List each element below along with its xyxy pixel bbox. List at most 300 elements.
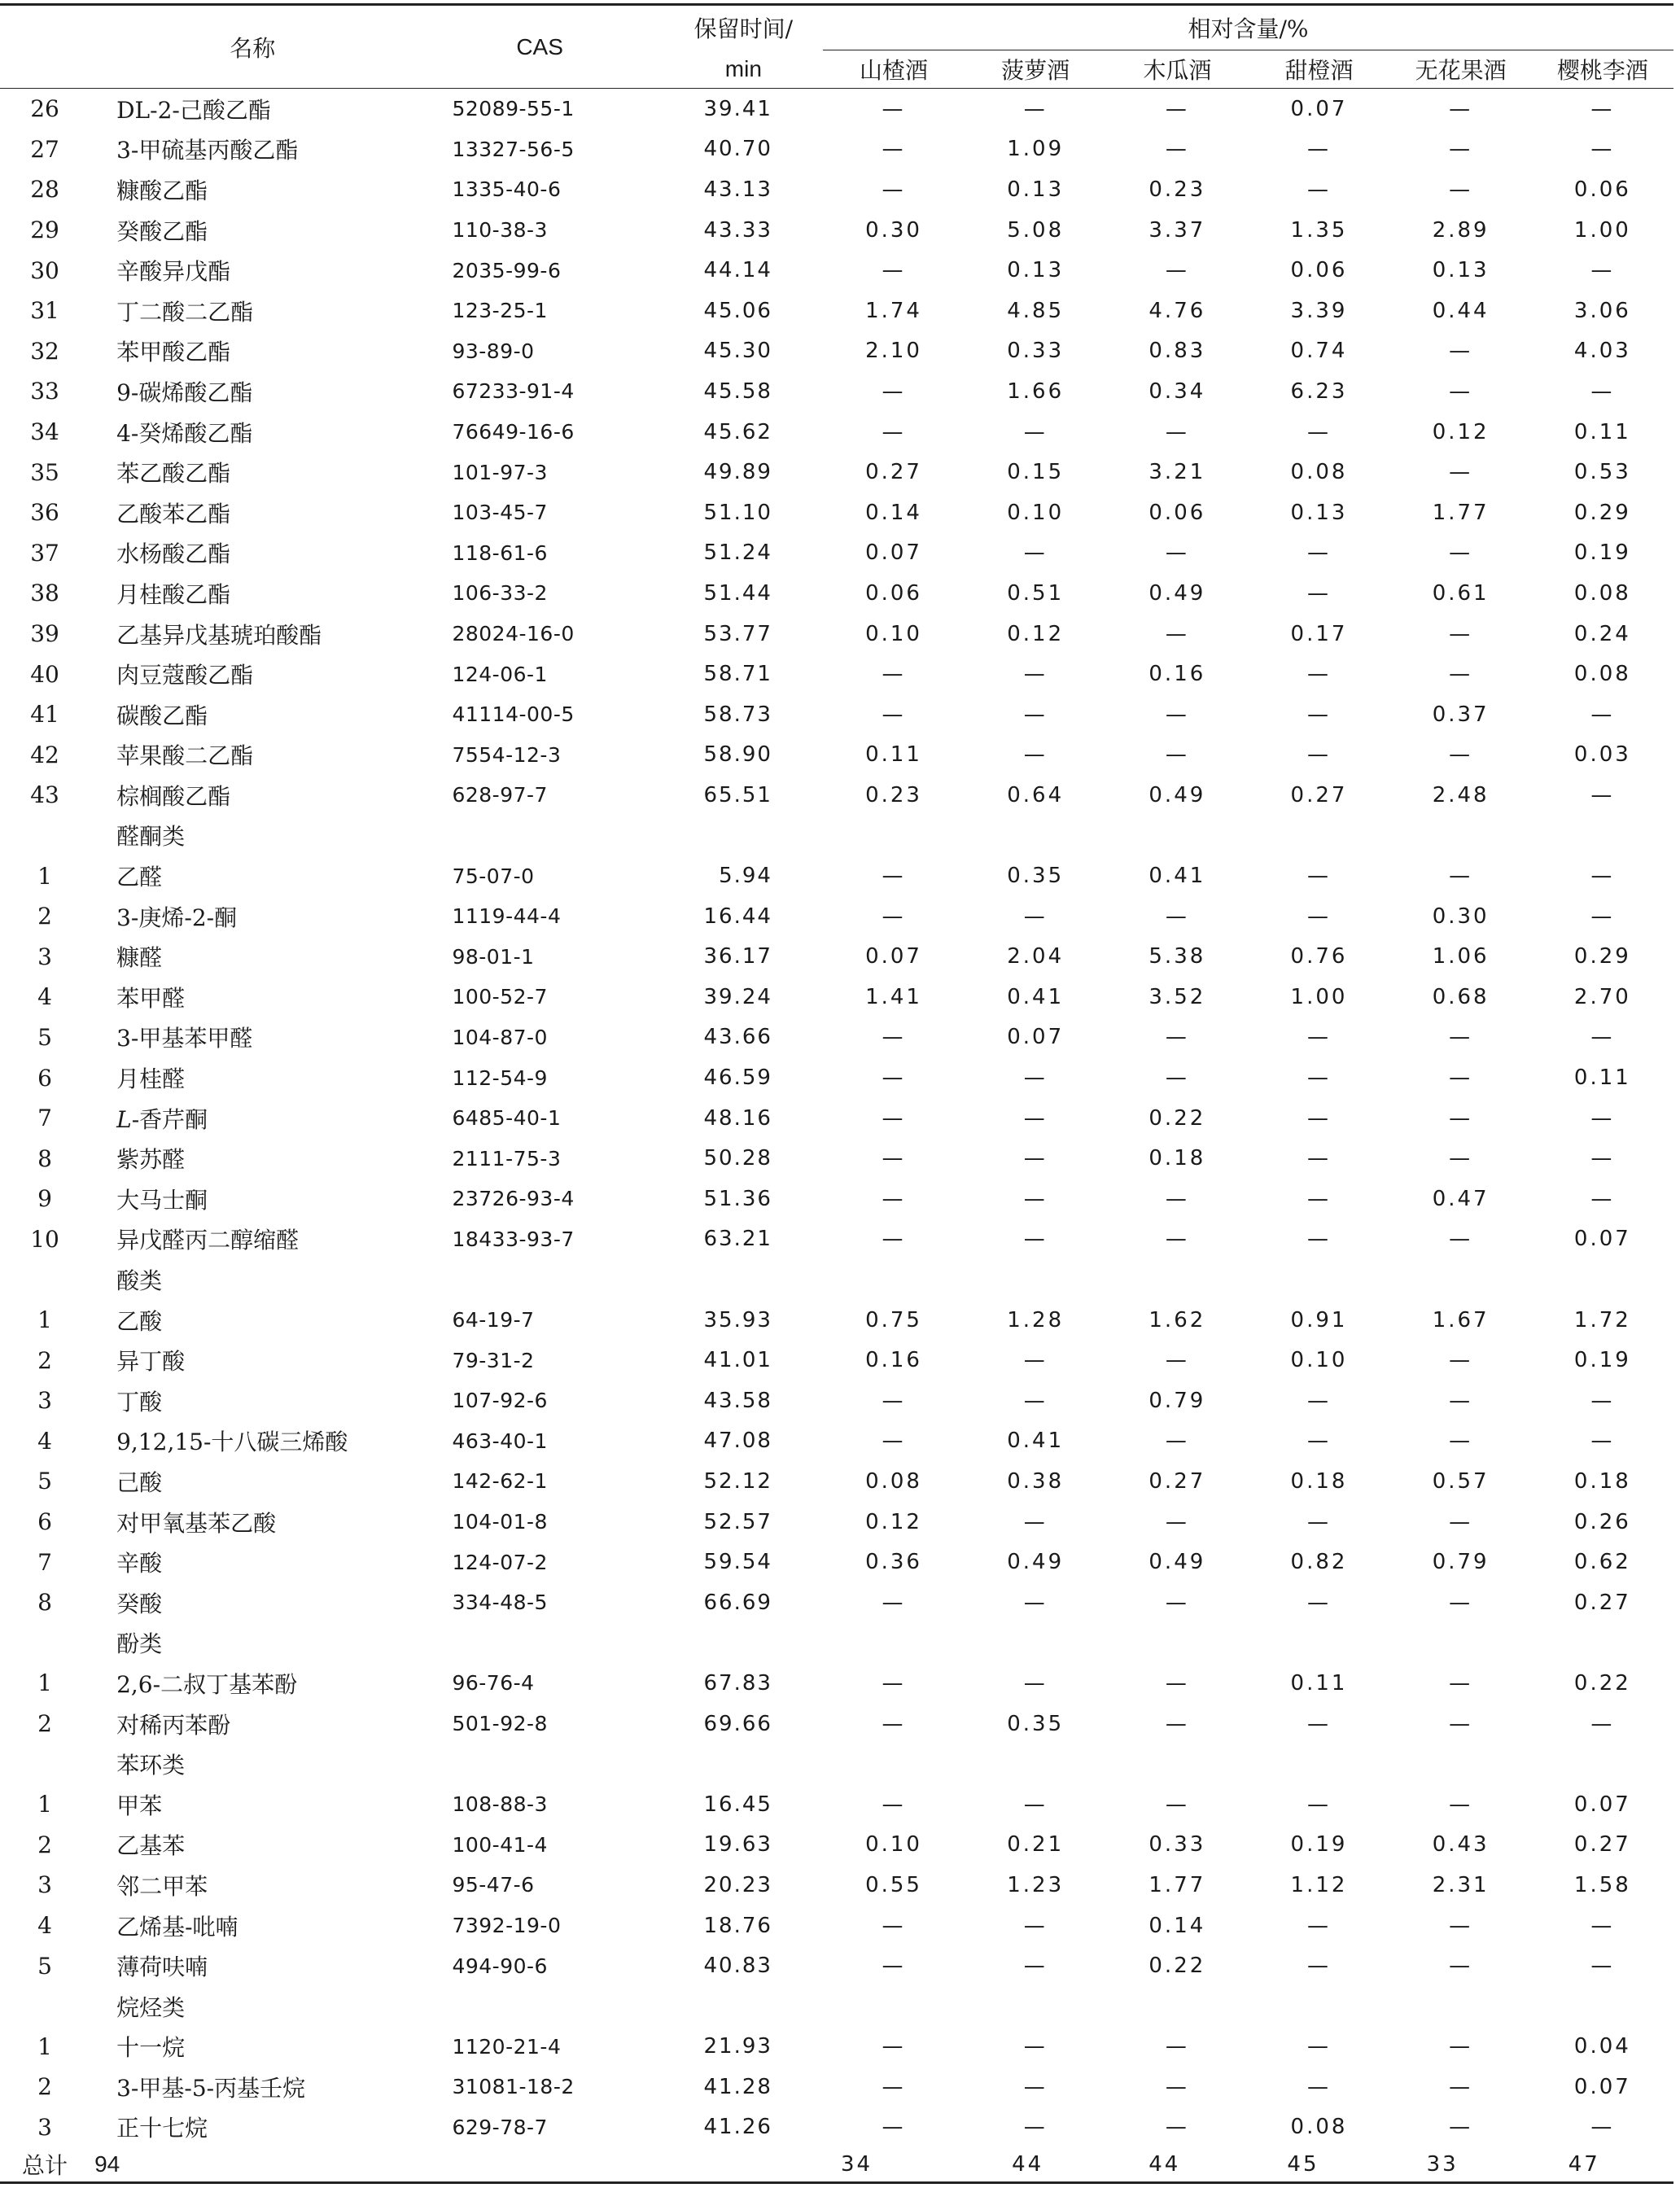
relative-content-value: — [882, 1186, 906, 1211]
row-number: 2 [37, 1710, 52, 1738]
relative-content-value: — [1449, 1590, 1473, 1615]
relative-content-value: — [1449, 1348, 1473, 1373]
retention-time: 5.94 [719, 864, 772, 889]
row-number: 41 [30, 701, 59, 729]
relative-content-value: — [1590, 864, 1615, 889]
relative-content-value: — [1307, 1711, 1331, 1736]
relative-content-value: — [1023, 2034, 1048, 2059]
table-row [0, 2107, 1673, 2148]
retention-time: 52.12 [703, 1468, 772, 1494]
relative-content-value: 0.14 [865, 500, 922, 525]
relative-content-value: 3.52 [1148, 984, 1206, 1009]
relative-content-value: — [1307, 137, 1331, 162]
relative-content-value: — [1449, 1429, 1473, 1454]
relative-content-value: — [1023, 1792, 1048, 1817]
row-number: 33 [30, 378, 59, 405]
relative-content-value: 0.68 [1432, 984, 1490, 1009]
relative-content-value: — [1023, 1590, 1048, 1615]
row-number: 1 [37, 1669, 52, 1697]
relative-content-value: — [1165, 2034, 1189, 2059]
retention-time: 44.14 [703, 258, 772, 283]
relative-content-value: 0.12 [1007, 621, 1065, 646]
compound-name: 乙烯基-吡喃 [116, 1913, 238, 1941]
cas-number: 28024-16-0 [452, 622, 575, 646]
table-row [0, 1945, 1673, 1986]
cas-number: 64-19-7 [452, 1308, 535, 1332]
row-number: 7 [37, 1548, 52, 1576]
row-number: 3 [37, 2113, 52, 2141]
compound-name: 异戊醛丙二醇缩醛 [116, 1227, 300, 1254]
relative-content-value: — [1307, 1186, 1331, 1211]
relative-content-value: — [1449, 742, 1473, 768]
relative-content-value: — [1449, 540, 1473, 566]
category-label: 苯环类 [116, 1752, 186, 1779]
compound-name: 糠醛 [116, 944, 163, 972]
relative-content-value: 0.38 [1007, 1468, 1065, 1494]
relative-content-value: — [1165, 258, 1189, 283]
table-row [0, 1098, 1673, 1139]
relative-content-value: 0.08 [865, 1468, 922, 1494]
relative-content-value: 0.22 [1573, 1670, 1631, 1696]
relative-content-value: — [1307, 1105, 1331, 1131]
compound-name: 月桂醛 [116, 1065, 186, 1093]
compound-name: 苯甲酸乙酯 [116, 339, 231, 366]
relative-content-value: 1.66 [1007, 379, 1065, 404]
compound-table [0, 3, 1673, 2184]
row-number: 7 [37, 1105, 52, 1132]
relative-content-value: — [882, 1913, 906, 1938]
compound-name: 乙基异戊基琥珀酸酯 [116, 621, 322, 649]
table-row [0, 694, 1673, 735]
relative-content-value: 0.16 [1148, 662, 1206, 687]
relative-content-value: — [1165, 419, 1189, 444]
relative-content-value: — [1023, 1954, 1048, 1979]
relative-content-value: — [1590, 1913, 1615, 1938]
relative-content-value: — [1307, 1509, 1331, 1534]
row-number: 31 [30, 297, 59, 325]
total-sample-count: 33 [1390, 2147, 1532, 2183]
relative-content-value: 0.03 [1573, 742, 1631, 768]
table-row [0, 412, 1673, 453]
relative-content-value: 0.10 [865, 621, 922, 646]
relative-content-value: — [1165, 1590, 1189, 1615]
relative-content-value: 0.08 [1290, 2115, 1348, 2140]
relative-content-value: — [1165, 2115, 1189, 2140]
relative-content-value: 0.29 [1573, 944, 1631, 969]
compound-name: 4-癸烯酸乙酯 [116, 419, 253, 447]
relative-content-value: 0.07 [865, 540, 922, 566]
relative-content-value: 0.22 [1148, 1105, 1206, 1131]
table-row [0, 1865, 1673, 1906]
relative-content-value: 2.04 [1007, 944, 1065, 969]
relative-content-value: — [1023, 904, 1048, 929]
relative-content-value: — [1307, 1146, 1331, 1171]
cas-number: 628-97-7 [452, 783, 548, 807]
relative-content-value: 1.12 [1290, 1872, 1348, 1897]
table-row [0, 452, 1673, 492]
table-row [0, 855, 1673, 896]
relative-content-value: 1.06 [1432, 944, 1490, 969]
relative-content-value: — [1023, 540, 1048, 566]
retention-time: 43.33 [703, 217, 772, 243]
table-row [0, 129, 1673, 170]
compound-name: 肉豆蔻酸乙酯 [116, 662, 254, 689]
relative-content-value: 1.00 [1290, 984, 1348, 1009]
relative-content-value: 5.38 [1148, 944, 1206, 969]
cas-number: 7554-12-3 [452, 742, 562, 767]
relative-content-value: — [1023, 1227, 1048, 1252]
relative-content-value: — [1307, 2034, 1331, 2059]
compound-name: 丁二酸二乙酯 [116, 298, 254, 326]
relative-content-value: 0.19 [1290, 1832, 1348, 1858]
table-row [0, 1704, 1673, 1744]
retention-time: 21.93 [703, 2034, 772, 2059]
category-row [0, 1986, 1673, 2027]
table-row [0, 533, 1673, 574]
relative-content-value: — [1165, 1186, 1189, 1211]
relative-content-value: 0.27 [865, 460, 922, 485]
compound-name: 苹果酸二乙酯 [116, 742, 254, 770]
relative-content-value: 4.03 [1573, 339, 1631, 364]
table-row [0, 210, 1673, 251]
table-header [0, 5, 1673, 89]
relative-content-value: — [1307, 419, 1331, 444]
retention-time: 50.28 [703, 1146, 772, 1171]
retention-time: 40.83 [703, 1954, 772, 1979]
relative-content-value: 0.18 [1290, 1468, 1348, 1494]
total-row [0, 2147, 1673, 2183]
relative-content-value: 0.79 [1148, 1388, 1206, 1413]
cas-number: 76649-16-6 [452, 420, 575, 444]
header-sample: 菠萝酒 [965, 50, 1106, 89]
header-retention-time: 保留时间/ [693, 15, 794, 43]
relative-content-value: — [882, 1792, 906, 1817]
cas-number: 52089-55-1 [452, 97, 575, 121]
row-number: 26 [30, 95, 59, 123]
row-number: 1 [37, 2033, 52, 2060]
relative-content-value: 0.75 [865, 1307, 922, 1332]
retention-time: 18.76 [703, 1913, 772, 1938]
relative-content-value: 0.12 [1432, 419, 1490, 444]
relative-content-value: — [1590, 904, 1615, 929]
category-label: 烷烃类 [116, 1993, 186, 2021]
relative-content-value: 1.58 [1573, 1872, 1631, 1897]
relative-content-value: — [1023, 1509, 1048, 1534]
relative-content-value: 0.21 [1007, 1832, 1065, 1858]
relative-content-value: — [1023, 1388, 1048, 1413]
relative-content-value: 0.15 [1007, 460, 1065, 485]
relative-content-value: 0.08 [1290, 460, 1348, 485]
table-row [0, 1502, 1673, 1542]
relative-content-value: — [1023, 2074, 1048, 2099]
relative-content-value: — [1307, 702, 1331, 727]
retention-time: 20.23 [703, 1872, 772, 1897]
relative-content-value: — [1590, 2115, 1615, 2140]
cas-number: 142-62-1 [452, 1469, 548, 1494]
row-number: 4 [37, 983, 52, 1011]
table-row [0, 371, 1673, 412]
total-sample-count: 45 [1248, 2147, 1389, 2183]
row-number: 29 [30, 217, 59, 244]
retention-time: 58.73 [703, 702, 772, 727]
retention-time: 51.10 [703, 500, 772, 525]
row-number: 6 [37, 1508, 52, 1536]
category-row [0, 1744, 1673, 1784]
relative-content-value: 0.41 [1007, 1429, 1065, 1454]
relative-content-value: 0.29 [1573, 500, 1631, 525]
compound-name: 3-甲硫基丙酸乙酯 [116, 137, 299, 164]
relative-content-value: 1.23 [1007, 1872, 1065, 1897]
total-count: 94 [90, 2147, 415, 2183]
relative-content-value: 0.74 [1290, 339, 1348, 364]
row-number: 1 [37, 1306, 52, 1334]
row-number: 2 [37, 903, 52, 930]
relative-content-value: — [1590, 1186, 1615, 1211]
relative-content-value: — [1449, 1913, 1473, 1938]
relative-content-value: — [1023, 742, 1048, 768]
table-row [0, 492, 1673, 533]
relative-content-value: 0.13 [1007, 177, 1065, 202]
relative-content-value: — [882, 1590, 906, 1615]
compound-name: 癸酸 [116, 1590, 163, 1617]
relative-content-value: 4.76 [1148, 298, 1206, 323]
relative-content-value: 0.49 [1148, 782, 1206, 807]
retention-time: 63.21 [703, 1227, 772, 1252]
row-number: 40 [30, 660, 59, 688]
compound-name: 对稀丙苯酚 [116, 1711, 231, 1739]
relative-content-value: — [1023, 1065, 1048, 1091]
row-number: 8 [37, 1144, 52, 1172]
compound-name: 乙酸 [116, 1307, 163, 1335]
table-row [0, 169, 1673, 210]
row-number: 5 [37, 1468, 52, 1495]
relative-content-value: 0.19 [1573, 540, 1631, 566]
relative-content-value: — [1165, 1065, 1189, 1091]
relative-content-value: — [1449, 621, 1473, 646]
cas-number: 124-06-1 [452, 662, 548, 686]
cas-number: 41114-00-5 [452, 702, 575, 727]
retention-time: 59.54 [703, 1550, 772, 1575]
compound-name: 己酸 [116, 1468, 163, 1496]
cas-number: 1120-21-4 [452, 2034, 562, 2059]
relative-content-value: 0.07 [1573, 1792, 1631, 1817]
table-row [0, 1784, 1673, 1825]
relative-content-value: — [1449, 2034, 1473, 2059]
compound-name: 邻二甲苯 [116, 1872, 208, 1900]
table-row [0, 896, 1673, 937]
relative-content-value: 5.08 [1007, 217, 1065, 243]
relative-content-value: 0.55 [865, 1872, 922, 1897]
header-retention-unit: min [664, 50, 823, 89]
cas-number: 31081-18-2 [452, 2075, 575, 2099]
relative-content-value: 2.89 [1432, 217, 1490, 243]
compound-name: 苯乙酸乙酯 [116, 460, 231, 488]
row-number: 34 [30, 418, 59, 446]
relative-content-value: — [1449, 1670, 1473, 1696]
relative-content-value: 3.21 [1148, 460, 1206, 485]
relative-content-value: 1.72 [1573, 1307, 1631, 1332]
cas-number: 463-40-1 [452, 1429, 548, 1453]
relative-content-value: — [1307, 540, 1331, 566]
relative-content-value: — [1165, 1227, 1189, 1252]
table-body [0, 89, 1673, 2148]
relative-content-value: — [882, 1670, 906, 1696]
compound-name: 3-庚烯-2-酮 [116, 904, 238, 931]
header-sample: 山楂酒 [823, 50, 965, 89]
row-number: 8 [37, 1589, 52, 1617]
relative-content-value: — [1165, 137, 1189, 162]
relative-content-value: — [1023, 662, 1048, 687]
relative-content-value: — [1449, 662, 1473, 687]
relative-content-value: — [1449, 460, 1473, 485]
retention-time: 43.13 [703, 177, 772, 202]
compound-name: 9-碳烯酸乙酯 [116, 379, 253, 406]
row-number: 1 [37, 1791, 52, 1818]
retention-time: 39.24 [703, 984, 772, 1009]
relative-content-value: 0.36 [865, 1550, 922, 1575]
relative-content-value: 3.37 [1148, 217, 1206, 243]
relative-content-value: 0.18 [1573, 1468, 1631, 1494]
relative-content-value: — [1449, 1227, 1473, 1252]
relative-content-value: — [1590, 1105, 1615, 1131]
relative-content-value: 1.41 [865, 984, 922, 1009]
row-number: 10 [30, 1225, 59, 1253]
retention-time: 45.30 [703, 339, 772, 364]
cas-number: 103-45-7 [452, 501, 548, 525]
relative-content-value: 0.18 [1148, 1146, 1206, 1171]
relative-content-value: 0.27 [1290, 782, 1348, 807]
relative-content-value: — [1023, 2115, 1048, 2140]
relative-content-value: 0.19 [1573, 1348, 1631, 1373]
relative-content-value: — [1590, 702, 1615, 727]
relative-content-value: 2.70 [1573, 984, 1631, 1009]
compound-name: 糠酸乙酯 [116, 177, 208, 204]
retention-time: 58.90 [703, 742, 772, 768]
compound-name: 乙酸苯乙酯 [116, 500, 231, 527]
relative-content-value: 0.13 [1007, 258, 1065, 283]
relative-content-value: — [1449, 1065, 1473, 1091]
relative-content-value: 2.10 [865, 339, 922, 364]
retention-time: 45.58 [703, 379, 772, 404]
relative-content-value: 0.64 [1007, 782, 1065, 807]
relative-content-value: — [882, 379, 906, 404]
relative-content-value: 0.14 [1148, 1913, 1206, 1938]
relative-content-value: — [882, 662, 906, 687]
row-number: 38 [30, 580, 59, 607]
cas-number: 1335-40-6 [452, 177, 562, 202]
compound-name: 水杨酸乙酯 [116, 540, 231, 568]
relative-content-value: — [882, 137, 906, 162]
relative-content-value: — [882, 1025, 906, 1050]
relative-content-value: 1.00 [1573, 217, 1631, 243]
total-sample-count: 44 [1106, 2147, 1248, 2183]
row-number: 36 [30, 499, 59, 527]
table-row [0, 1461, 1673, 1502]
compound-name: 紫苏醛 [116, 1146, 186, 1174]
cas-number: 23726-93-4 [452, 1187, 575, 1211]
relative-content-value: — [882, 2034, 906, 2059]
cas-number: 107-92-6 [452, 1389, 548, 1413]
row-number: 28 [30, 176, 59, 203]
relative-content-value: — [1590, 1025, 1615, 1050]
category-row [0, 816, 1673, 856]
relative-content-value: 0.07 [1573, 2074, 1631, 2099]
relative-content-value: 1.09 [1007, 137, 1065, 162]
row-number: 35 [30, 458, 59, 486]
compound-name: 对甲氧基苯乙酸 [116, 1509, 277, 1537]
retention-time: 45.06 [703, 298, 772, 323]
cas-number: 96-76-4 [452, 1671, 535, 1696]
row-number: 3 [37, 943, 52, 970]
relative-content-value: — [1449, 1954, 1473, 1979]
table-row [0, 1057, 1673, 1098]
row-number: 2 [37, 1831, 52, 1858]
relative-content-value: 0.47 [1432, 1186, 1490, 1211]
relative-content-value: 0.07 [1290, 96, 1348, 121]
cas-number: 93-89-0 [452, 339, 535, 363]
cas-number: 501-92-8 [452, 1712, 548, 1736]
relative-content-value: — [1165, 904, 1189, 929]
cas-number: 1119-44-4 [452, 904, 562, 929]
relative-content-value: 0.08 [1573, 662, 1631, 687]
relative-content-value: — [1449, 1509, 1473, 1534]
cas-number: 112-54-9 [452, 1065, 548, 1090]
total-sample-count: 44 [965, 2147, 1106, 2183]
relative-content-value: 0.30 [865, 217, 922, 243]
relative-content-value: — [1590, 379, 1615, 404]
relative-content-value: 0.07 [865, 944, 922, 969]
cas-number: 95-47-6 [452, 1873, 535, 1897]
relative-content-value: 0.27 [1148, 1468, 1206, 1494]
cas-number: 100-52-7 [452, 985, 548, 1009]
cas-number: 104-01-8 [452, 1510, 548, 1534]
cas-number: 494-90-6 [452, 1954, 548, 1978]
relative-content-value: 1.74 [865, 298, 922, 323]
relative-content-value: — [1590, 96, 1615, 121]
relative-content-value: — [1449, 1025, 1473, 1050]
header-sample: 木瓜酒 [1106, 50, 1248, 89]
relative-content-value: — [1307, 1065, 1331, 1091]
category-row [0, 1259, 1673, 1300]
retention-time: 53.77 [703, 621, 772, 646]
relative-content-value: 0.16 [865, 1348, 922, 1373]
relative-content-value: — [1165, 1025, 1189, 1050]
relative-content-value: — [1023, 419, 1048, 444]
relative-content-value: — [882, 1429, 906, 1454]
table-row [0, 654, 1673, 694]
cas-number: 106-33-2 [452, 581, 548, 606]
relative-content-value: — [882, 2074, 906, 2099]
relative-content-value: 0.49 [1148, 580, 1206, 606]
relative-content-value: — [1449, 1388, 1473, 1413]
row-number: 4 [37, 1912, 52, 1940]
relative-content-value: 1.77 [1148, 1872, 1206, 1897]
cas-number: 104-87-0 [452, 1025, 548, 1049]
relative-content-value: — [1307, 1227, 1331, 1252]
relative-content-value: — [882, 904, 906, 929]
cas-number: 110-38-3 [452, 218, 548, 243]
retention-time: 51.24 [703, 540, 772, 566]
relative-content-value: 6.23 [1290, 379, 1348, 404]
relative-content-value: — [882, 1105, 906, 1131]
header-name: 名称 [90, 6, 415, 89]
relative-content-value: 0.07 [1007, 1025, 1065, 1050]
relative-content-value: 0.06 [865, 580, 922, 606]
relative-content-value: 0.11 [1290, 1670, 1348, 1696]
cas-number: 2111-75-3 [452, 1146, 562, 1171]
relative-content-value: 0.44 [1432, 298, 1490, 323]
relative-content-value: — [1590, 782, 1615, 807]
